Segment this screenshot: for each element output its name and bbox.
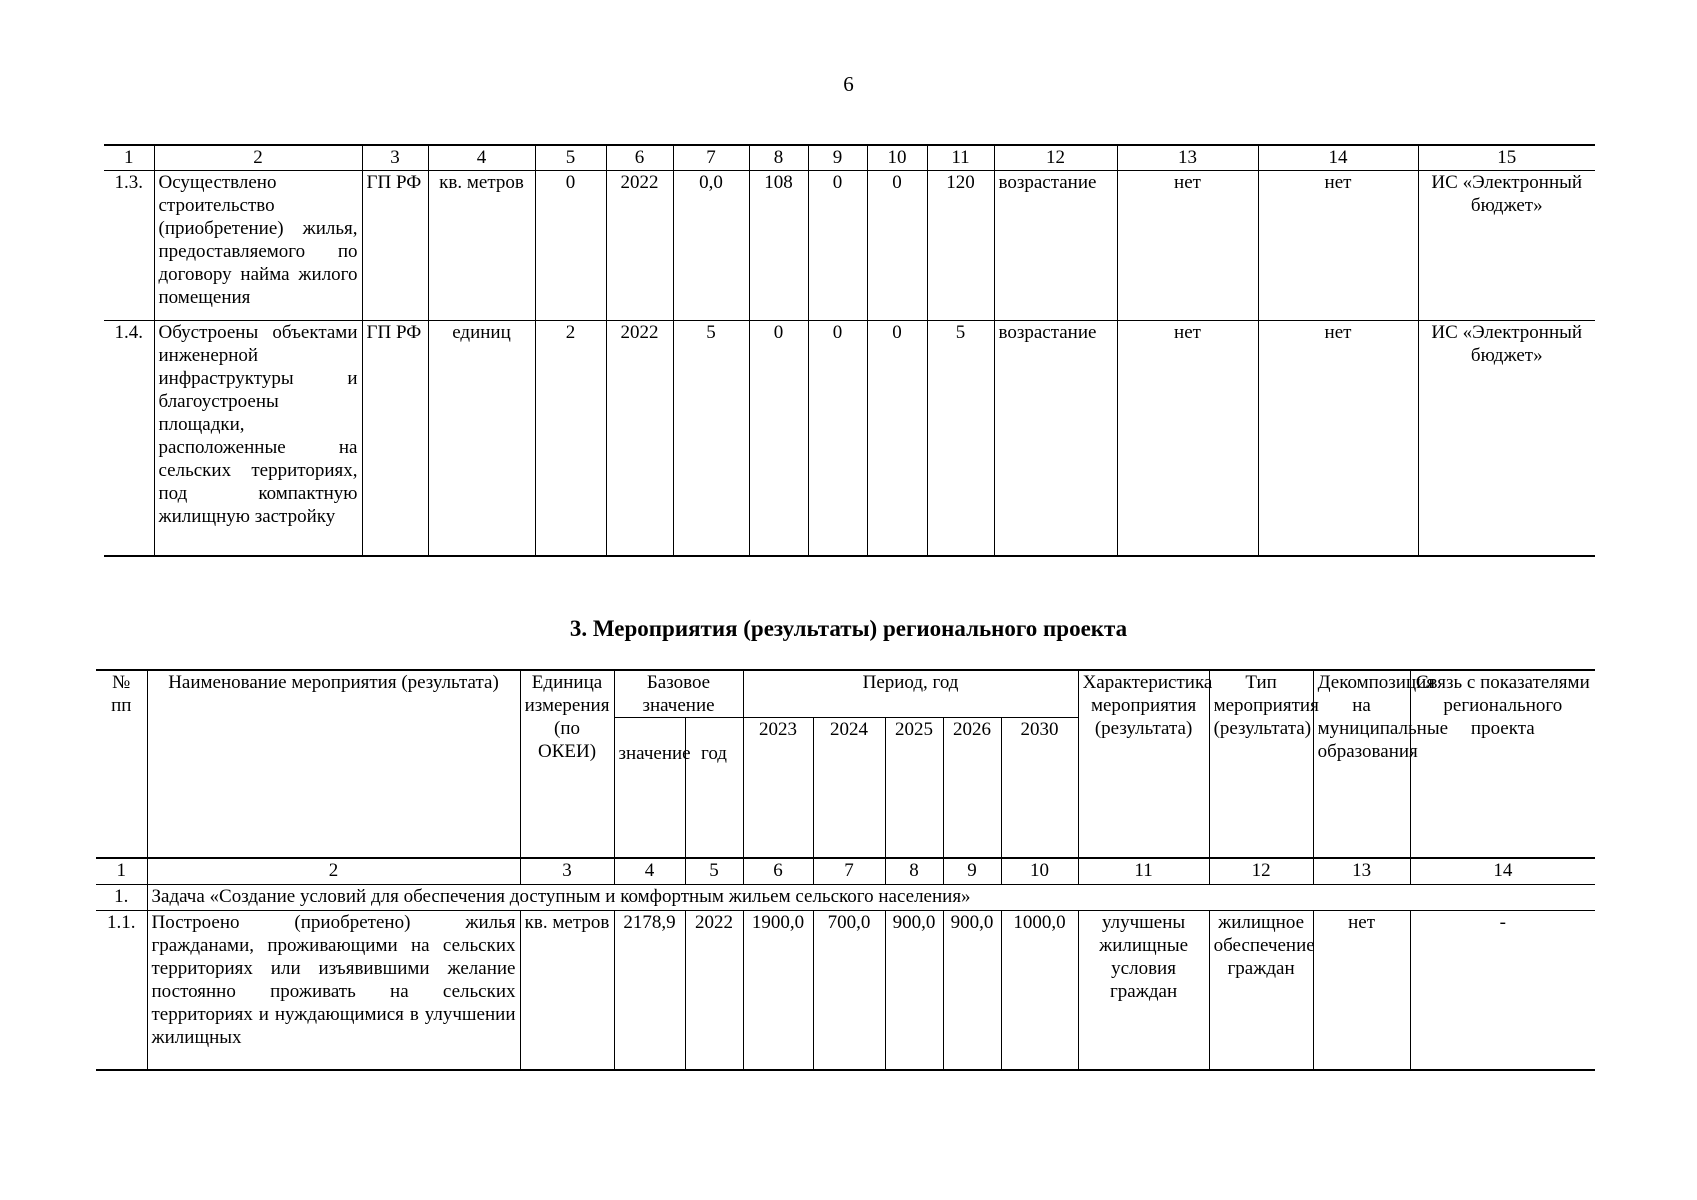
table-row	[104, 321, 1595, 557]
header-characteristic: Характеристика мероприятия (результата)	[1078, 670, 1209, 858]
header-base-year: год	[685, 718, 743, 858]
info-system: ИС «Электронный бюджет»	[1418, 321, 1595, 557]
header-year: 2024	[813, 718, 885, 858]
column-number: 10	[1001, 858, 1078, 885]
header-num: № пп	[96, 670, 147, 858]
table-header-row	[104, 145, 1595, 171]
header-unit: Единица измерения (по ОКЕИ)	[520, 670, 614, 858]
decomposition: нет	[1313, 910, 1410, 1070]
value-2024: 700,0	[813, 910, 885, 1070]
column-number: 1	[96, 858, 147, 885]
row-number: 1.4.	[104, 321, 154, 557]
header-cell: 11	[927, 145, 994, 171]
value: 120	[927, 171, 994, 321]
header-year: 2025	[885, 718, 943, 858]
activities-table	[96, 669, 1595, 1071]
value-2025: 900,0	[885, 910, 943, 1070]
value: 5	[673, 321, 749, 557]
activity-type: жилищное обеспечение граждан	[1209, 910, 1313, 1070]
column-number: 5	[685, 858, 743, 885]
column-number: 14	[1410, 858, 1595, 885]
column-number: 4	[614, 858, 685, 885]
flag: нет	[1258, 171, 1418, 321]
indicator-link: -	[1410, 910, 1595, 1070]
page-number: 6	[843, 72, 854, 96]
indicator-name: Осуществлено строительство (приобретение) жилья, предоставляемого по договору найма жилого помещения	[154, 171, 362, 321]
header-year: 2030	[1001, 718, 1078, 858]
activity-name: Построено (приобретено) жилья гражданами, проживающими на сельских территориях или изъявившими желание постоянно проживать на сельских территориях и нуждающимися в улучшении жилищных	[147, 910, 520, 1070]
column-number: 13	[1313, 858, 1410, 885]
unit: кв. метров	[428, 171, 535, 321]
task-row	[96, 884, 1595, 910]
column-number: 6	[743, 858, 813, 885]
value: 0	[867, 321, 927, 557]
value: 0,0	[673, 171, 749, 321]
header-cell: 1	[104, 145, 154, 171]
header-decomposition: Декомпозиция на муниципальные образования	[1313, 670, 1410, 858]
header-cell: 9	[808, 145, 867, 171]
unit: единиц	[428, 321, 535, 557]
header-name: Наименование мероприятия (результата)	[147, 670, 520, 858]
base-value: 2178,9	[614, 910, 685, 1070]
flag: нет	[1117, 321, 1258, 557]
value-2023: 1900,0	[743, 910, 813, 1070]
header-base: Базовое значение	[614, 670, 743, 718]
column-number: 7	[813, 858, 885, 885]
value: 0	[808, 321, 867, 557]
value: 0	[749, 321, 808, 557]
column-number: 2	[147, 858, 520, 885]
value: 0	[867, 171, 927, 321]
base-value: 2	[535, 321, 606, 557]
table-row	[104, 171, 1595, 321]
value: 108	[749, 171, 808, 321]
base-year: 2022	[685, 910, 743, 1070]
header-cell: 3	[362, 145, 428, 171]
header-base-value: значение	[614, 718, 685, 858]
header-cell: 12	[994, 145, 1117, 171]
table-row	[96, 910, 1595, 1070]
flag: нет	[1117, 171, 1258, 321]
header-cell: 13	[1117, 145, 1258, 171]
value-2030: 1000,0	[1001, 910, 1078, 1070]
task-text: Задача «Создание условий для обеспечения доступным и комфортным жильем сельского населения»	[147, 884, 1595, 910]
header-cell: 8	[749, 145, 808, 171]
task-number: 1.	[96, 884, 147, 910]
column-numbers-row	[96, 858, 1595, 885]
trend: возрастание	[994, 171, 1117, 321]
column-number: 3	[520, 858, 614, 885]
table-header-row	[96, 670, 1595, 718]
header-cell: 4	[428, 145, 535, 171]
header-type: Тип мероприятия (результата)	[1209, 670, 1313, 858]
value: 0	[808, 171, 867, 321]
column-number: 11	[1078, 858, 1209, 885]
header-cell: 15	[1418, 145, 1595, 171]
header-cell: 2	[154, 145, 362, 171]
header-cell: 14	[1258, 145, 1418, 171]
section-title: 3. Мероприятия (результаты) регионального проекта	[569, 616, 1128, 641]
characteristic: улучшены жилищные условия граждан	[1078, 910, 1209, 1070]
row-number: 1.1.	[96, 910, 147, 1070]
column-number: 12	[1209, 858, 1313, 885]
indicator-name: Обустроены объектами инженерной инфраструктуры и благоустроены площадки, расположенные на сельских территориях, под компактную жилищную застройку	[154, 321, 362, 557]
unit: кв. метров	[520, 910, 614, 1070]
base-year: 2022	[606, 171, 673, 321]
header-cell: 5	[535, 145, 606, 171]
value-2026: 900,0	[943, 910, 1001, 1070]
header-year: 2026	[943, 718, 1001, 858]
header-link: Связь с показателями регионального проекта	[1410, 670, 1595, 858]
row-number: 1.3.	[104, 171, 154, 321]
info-system: ИС «Электронный бюджет»	[1418, 171, 1595, 321]
header-cell: 7	[673, 145, 749, 171]
indicators-table	[104, 144, 1595, 557]
base-year: 2022	[606, 321, 673, 557]
header-cell: 6	[606, 145, 673, 171]
level: ГП РФ	[362, 171, 428, 321]
column-number: 8	[885, 858, 943, 885]
trend: возрастание	[994, 321, 1117, 557]
level: ГП РФ	[362, 321, 428, 557]
header-cell: 10	[867, 145, 927, 171]
column-number: 9	[943, 858, 1001, 885]
flag: нет	[1258, 321, 1418, 557]
header-period: Период, год	[743, 670, 1078, 718]
header-year: 2023	[743, 718, 813, 858]
value: 5	[927, 321, 994, 557]
base-value: 0	[535, 171, 606, 321]
